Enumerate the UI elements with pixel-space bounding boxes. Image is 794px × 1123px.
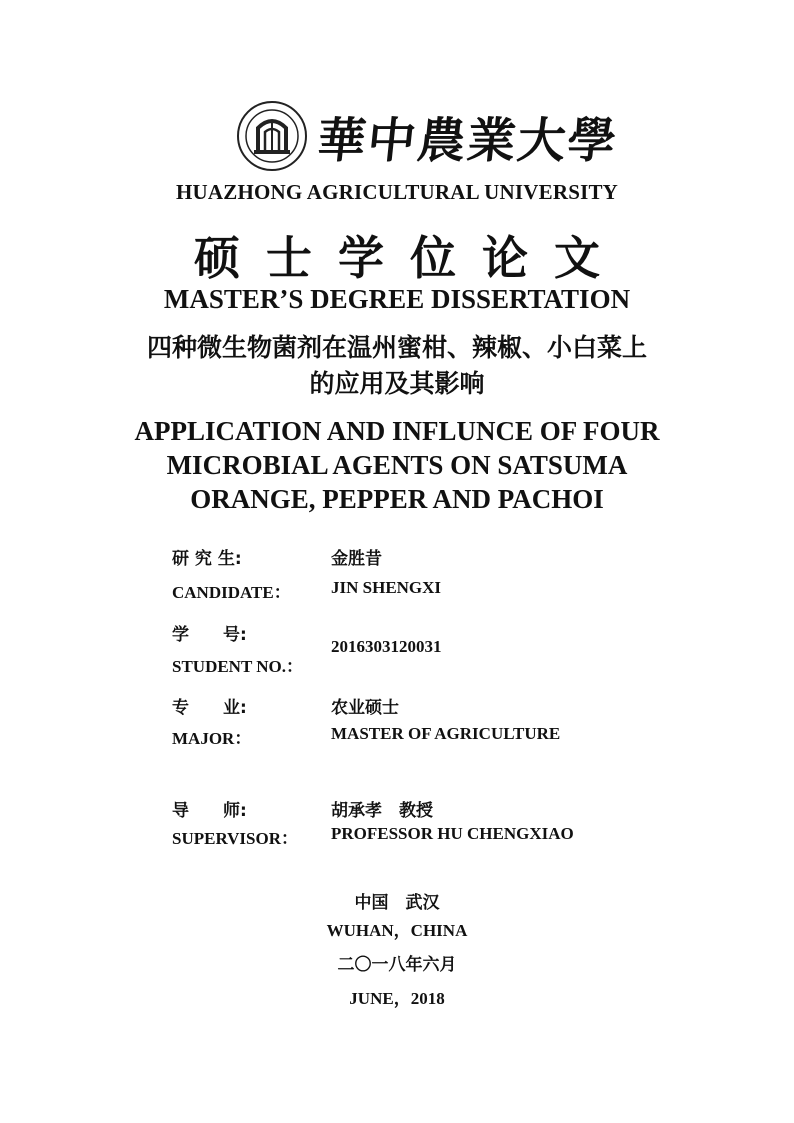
university-logo: [236, 96, 621, 176]
major-value-cn: 农业硕士: [331, 698, 399, 718]
student-label-cn: 学 号:: [172, 625, 247, 645]
thesis-title-cn: [0, 330, 794, 402]
candidate-value-en: JIN SHENGXI: [331, 578, 442, 597]
supervisor-label-cn: 导 师:: [172, 801, 247, 821]
thesis-title-en-line3: ORANGE, PEPPER AND PACHOI: [190, 484, 604, 514]
candidate-label-en: CANDIDATE：: [172, 583, 291, 602]
major-value-en: MASTER OF AGRICULTURE: [331, 724, 561, 743]
student-label-en: STUDENT NO.：: [172, 657, 303, 676]
date-en: JUNE，2018: [349, 989, 445, 1008]
degree-title-en: MASTER’S DEGREE DISSERTATION: [163, 284, 631, 314]
major-label-cn: 专 业:: [172, 698, 247, 718]
thesis-title-cn-line1: 四种微生物菌剂在温州蜜柑、辣椒、小白菜上: [146, 333, 647, 362]
supervisor-label-en: SUPERVISOR：: [172, 829, 298, 848]
thesis-title-cn-line2: 的应用及其影响: [309, 369, 485, 398]
degree-title-cn: 硕士学位论文: [194, 231, 626, 285]
major-label-en: MAJOR：: [172, 729, 252, 748]
thesis-title-en: [0, 414, 794, 516]
date-cn: 二〇一八年六月: [337, 955, 457, 975]
student-number-value: 2016303120031: [331, 637, 442, 656]
place-en: WUHAN，CHINA: [326, 921, 468, 940]
university-name-cn: 華中農業大學: [314, 112, 621, 169]
thesis-title-en-line2: MICROBIAL AGENTS ON SATSUMA: [166, 450, 628, 480]
university-seal-icon: [236, 100, 308, 172]
thesis-title-en-line1: APPLICATION AND INFLUNCE OF FOUR: [134, 416, 660, 446]
supervisor-value-en: PROFESSOR HU CHENGXIAO: [331, 824, 574, 843]
supervisor-value-cn: 胡承孝 教授: [331, 801, 433, 821]
place-cn: 中国 武汉: [354, 893, 440, 913]
university-name-en: HUAZHONG AGRICULTURAL UNIVERSITY: [175, 180, 619, 204]
candidate-value-cn: 金胜昔: [331, 549, 382, 569]
candidate-label-cn: 研 究 生:: [172, 549, 242, 569]
